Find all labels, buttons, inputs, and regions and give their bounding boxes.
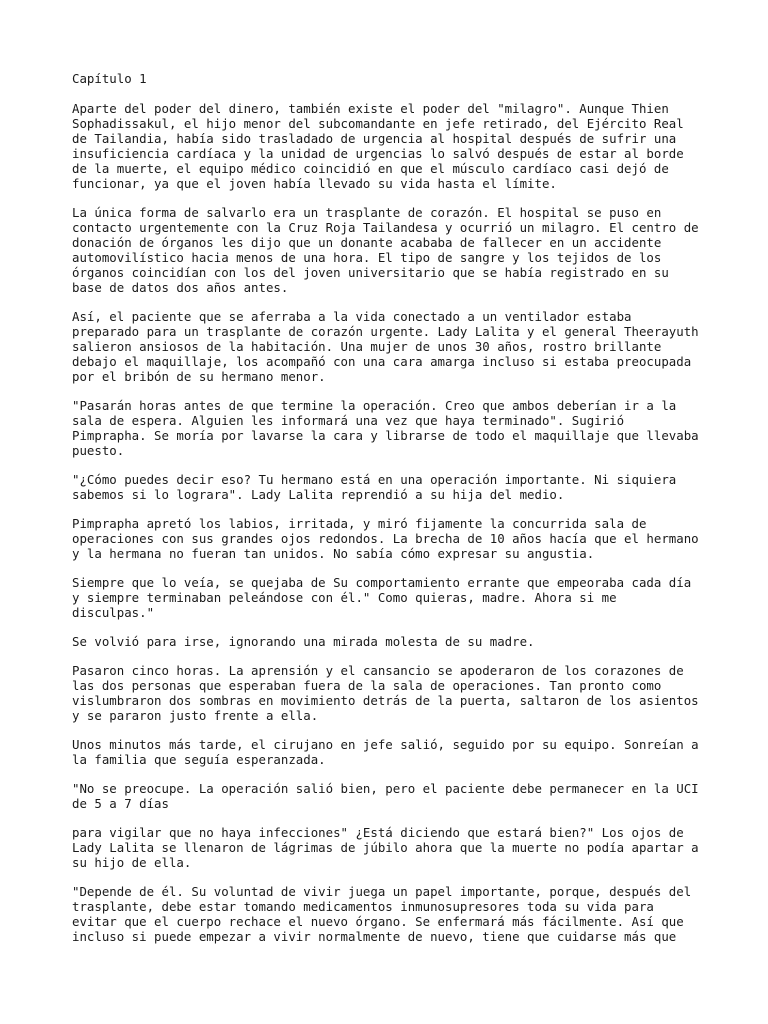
- paragraph: Así, el paciente que se aferraba a la vida conectado a un ventilador estaba preparado para un trasplante de corazón urgente. Lady Lalita y el general Theerayuth salieron ansiosos de la habitación. Una mujer de unos 30 años, rostro brillante debajo el maquillaje, los acompañó con una cara amarga incluso si estaba preocupada por el bribón de su hermano menor.: [72, 309, 699, 384]
- paragraph: Unos minutos más tarde, el cirujano en jefe salió, seguido por su equipo. Sonreían a la familia que seguía esperanzada.: [72, 737, 699, 767]
- paragraph: "Pasarán horas antes de que termine la operación. Creo que ambos deberían ir a la sala de espera. Alguien les informará una vez que haya terminado". Sugirió Pimprapha. Se moría por lavarse la cara y librarse de todo el maquillaje que llevaba puesto.: [72, 398, 699, 458]
- chapter-title: Capítulo 1: [72, 71, 147, 86]
- paragraph: Se volvió para irse, ignorando una mirada molesta de su madre.: [72, 634, 535, 649]
- paragraph: Pasaron cinco horas. La aprensión y el cansancio se apoderaron de los corazones de las dos personas que esperaban fuera de la sala de operaciones. Tan pronto como vislumbraron dos sombras en movimiento detrás de la puerta, saltaron de los asientos y se pararon justo frente a ella.: [72, 663, 699, 723]
- paragraph: "¿Cómo puedes decir eso? Tu hermano está en una operación importante. Ni siquiera sabemos si lo lograra". Lady Lalita reprendió a su hija del medio.: [72, 472, 677, 502]
- paragraph: "No se preocupe. La operación salió bien, pero el paciente debe permanecer en la UCI de 5 a 7 días: [72, 781, 699, 811]
- paragraph: Aparte del poder del dinero, también existe el poder del "milagro". Aunque Thien Sophadissakul, el hijo menor del subcomandante en jefe retirado, del Ejército Real de Tailandia, había sido trasladado de urgencia al hospital después de sufrir una insuficiencia cardíaca y la unidad de urgencias lo salvó después de estar al borde de la muerte, el equipo médico coincidió en que el músculo cardíaco casi dejó de funcionar, ya que el joven había llevado su vida hasta el límite.: [72, 101, 684, 191]
- paragraph: Siempre que lo veía, se quejaba de Su comportamiento errante que empeoraba cada día y siempre terminaban peleándose con él." Como quieras, madre. Ahora si me disculpas.": [72, 575, 692, 620]
- document-page: [72, 71, 704, 958]
- paragraph: "Depende de él. Su voluntad de vivir juega un papel importante, porque, después del trasplante, debe estar tomando medicamentos inmunosupresores toda su vida para evitar que el cuerpo rechace el nuevo órgano. Se enfermará más fácilmente. Así que incluso si puede empezar a vivir normalmente de nuevo, tiene que cuidarse más que: [72, 884, 692, 944]
- paragraph: para vigilar que no haya infecciones" ¿Está diciendo que estará bien?" Los ojos de Lady Lalita se llenaron de lágrimas de júbilo ahora que la muerte no podía apartar a su hijo de ella.: [72, 825, 699, 870]
- paragraph: Pimprapha apretó los labios, irritada, y miró fijamente la concurrida sala de operaciones con sus grandes ojos redondos. La brecha de 10 años hacía que el hermano y la hermana no fueran tan unidos. No sabía cómo expresar su angustia.: [72, 516, 699, 561]
- paragraph: La única forma de salvarlo era un trasplante de corazón. El hospital se puso en contacto urgentemente con la Cruz Roja Tailandesa y ocurrió un milagro. El centro de donación de órganos les dijo que un donante acababa de fallecer en un accidente automovilístico hacia menos de una hora. El tipo de sangre y los tejidos de los órganos coincidían con los del joven universitario que se había registrado en su base de datos dos años antes.: [72, 205, 699, 295]
